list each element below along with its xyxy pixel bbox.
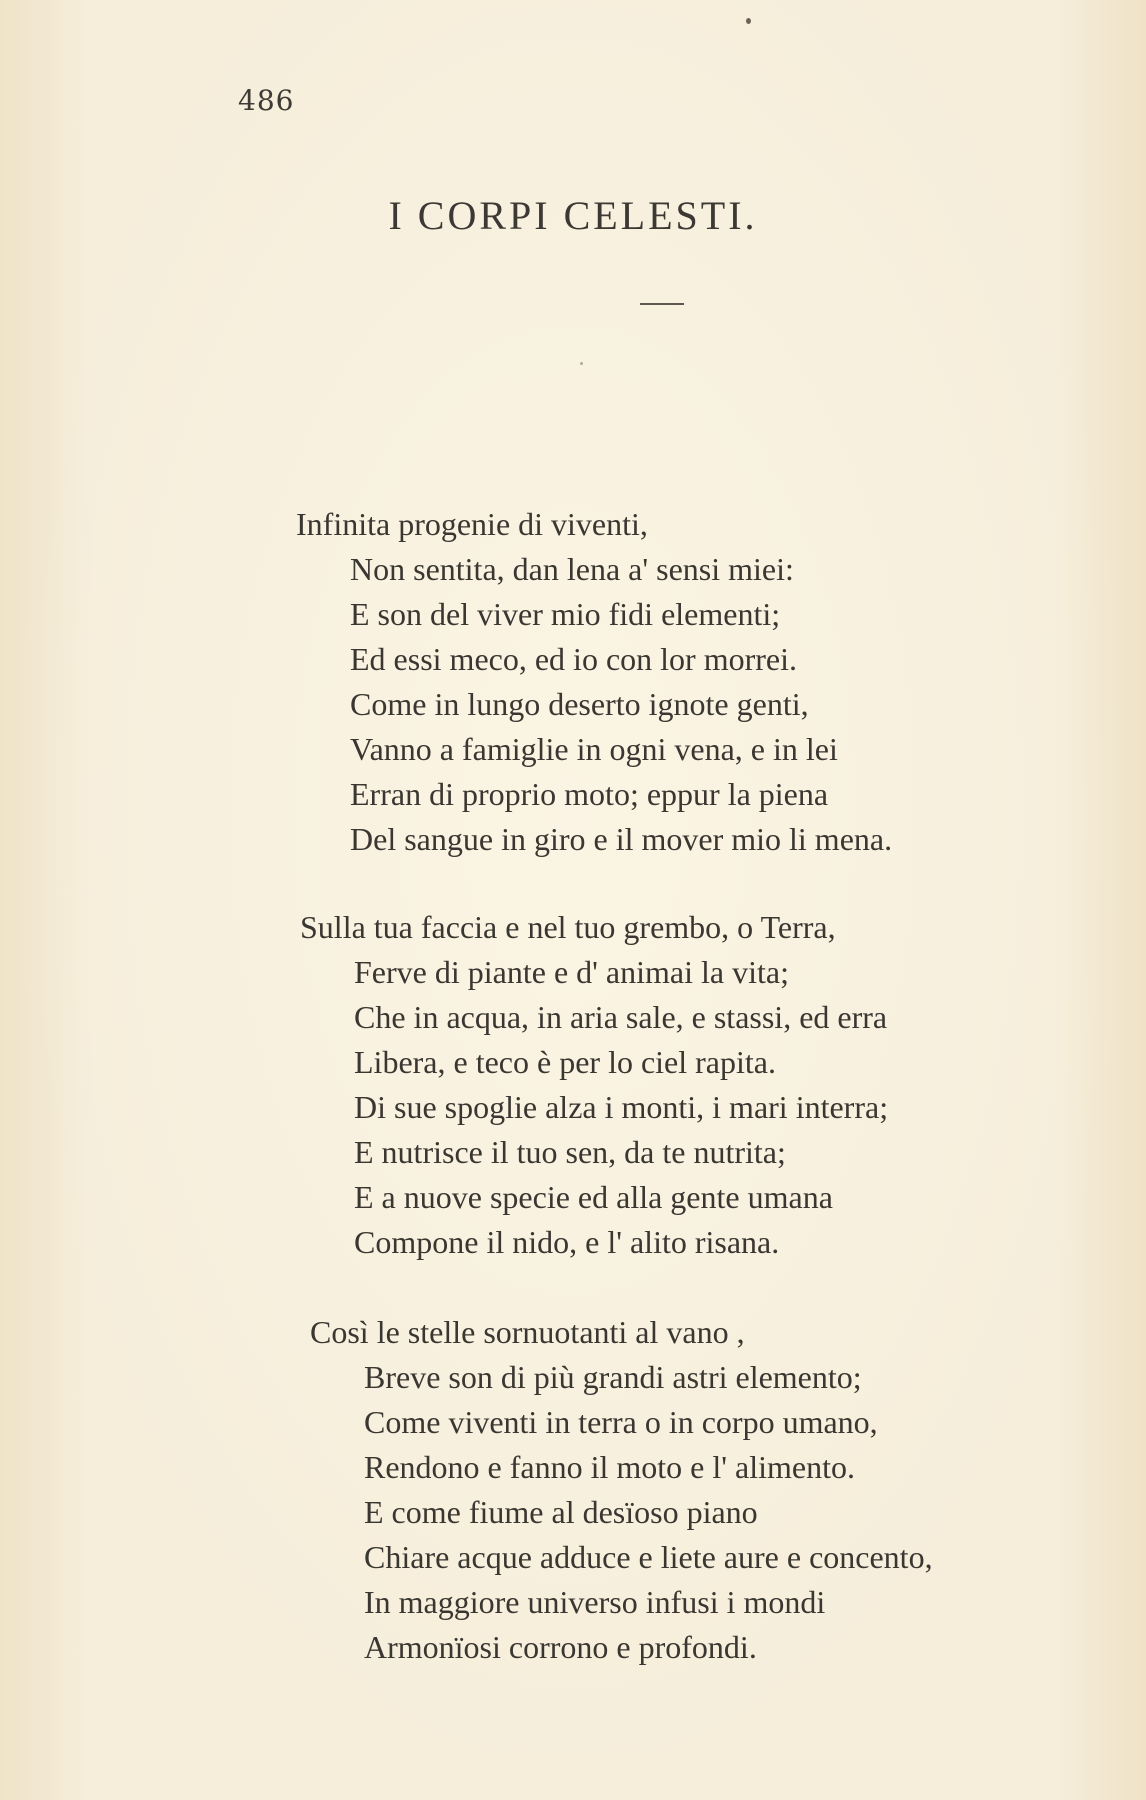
verse-line: Chiare acque adduce e liete aure e concento, — [364, 1539, 933, 1575]
verse-line: Libera, e teco è per lo ciel rapita. — [354, 1044, 776, 1080]
verse-line: Del sangue in giro e il mover mio li mena. — [350, 821, 893, 857]
verse-line: Che in acqua, in aria sale, e stassi, ed erra — [354, 999, 888, 1035]
page-number: 486 — [238, 84, 295, 117]
verse-line: E nutrisce il tuo sen, da te nutrita; — [354, 1134, 786, 1170]
stanza-3 — [310, 1310, 933, 1670]
stanza-1 — [296, 502, 892, 862]
verse-line: Compone il nido, e l' alito risana. — [354, 1224, 780, 1260]
verse-line: Rendono e fanno il moto e l' alimento. — [364, 1449, 855, 1485]
verse-line: Ed essi meco, ed io con lor morrei. — [350, 641, 797, 677]
verse-line: Vanno a famiglie in ogni vena, e in lei — [350, 731, 838, 767]
poem-title: I CORPI CELESTI. — [388, 193, 758, 238]
stanza-2 — [300, 905, 888, 1265]
verse-line: Di sue spoglie alza i monti, i mari interra; — [354, 1089, 889, 1125]
paper-speck — [746, 18, 751, 24]
verse-line: Come in lungo deserto ignote genti, — [350, 686, 809, 722]
verse-line: Erran di proprio moto; eppur la piena — [350, 776, 829, 812]
verse-line: E come fiume al desïoso piano — [364, 1494, 758, 1530]
verse-line: Ferve di piante e d' animai la vita; — [354, 954, 789, 990]
verse-line: Armonïosi corrono e profondi. — [364, 1629, 757, 1665]
paper-speck — [580, 362, 583, 365]
verse-line: E a nuove specie ed alla gente umana — [354, 1179, 833, 1215]
verse-line: Sulla tua faccia e nel tuo grembo, o Terra, — [300, 909, 836, 945]
verse-line: In maggiore universo infusi i mondi — [364, 1584, 826, 1620]
verse-line: E son del viver mio fidi elementi; — [350, 596, 781, 632]
verse-line: Come viventi in terra o in corpo umano, — [364, 1404, 878, 1440]
verse-line: Infinita progenie di viventi, — [296, 506, 648, 542]
verse-line: Breve son di più grandi astri elemento; — [364, 1359, 862, 1395]
title-rule — [640, 303, 684, 305]
verse-line: Così le stelle sornuotanti al vano , — [310, 1314, 745, 1350]
verse-line: Non sentita, dan lena a' sensi miei: — [350, 551, 794, 587]
